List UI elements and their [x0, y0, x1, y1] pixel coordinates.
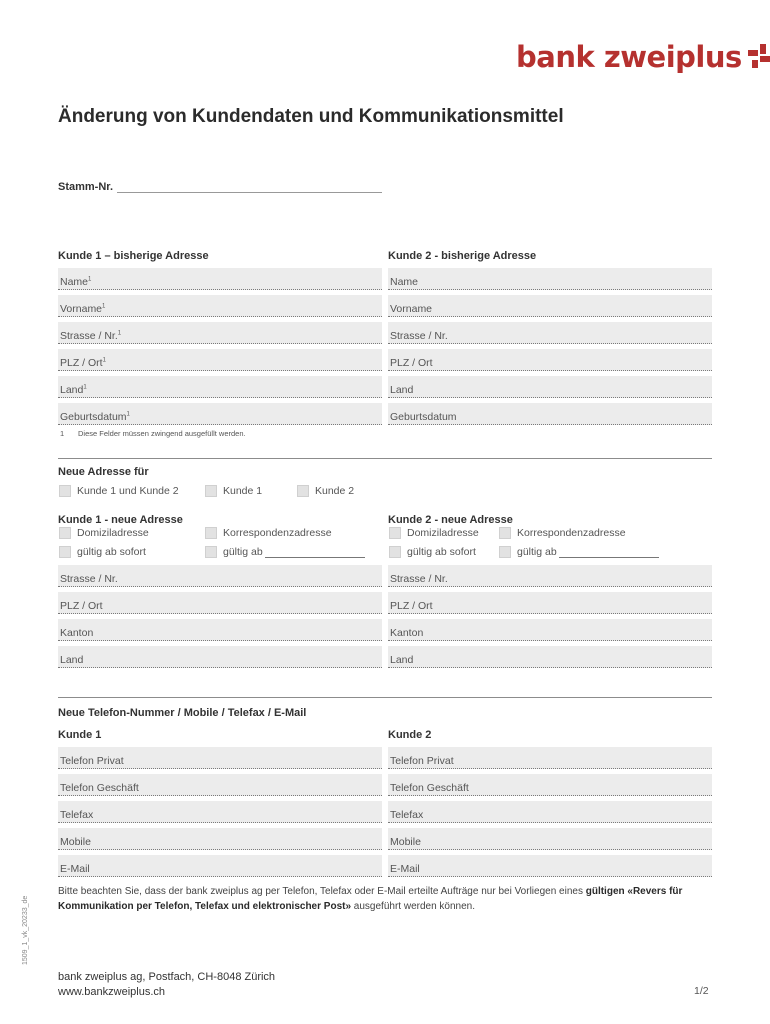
- form-field[interactable]: [58, 801, 382, 823]
- field-label: Geburtsdatum: [60, 411, 127, 423]
- form-field[interactable]: [58, 295, 382, 317]
- form-field[interactable]: [58, 322, 382, 344]
- form-field[interactable]: [58, 619, 382, 641]
- field-label: Land: [390, 384, 414, 396]
- field-label: Land: [60, 654, 84, 666]
- checkbox-label: Korrespondenzadresse: [223, 527, 332, 539]
- checkbox-kunde1[interactable]: [205, 485, 262, 497]
- footer-website[interactable]: www.bankzweiplus.ch: [58, 986, 165, 998]
- checkbox-label: gültig ab: [517, 546, 557, 558]
- checkbox-label: Domiziladresse: [77, 527, 149, 539]
- field-label: Strasse / Nr.: [390, 330, 448, 342]
- form-field[interactable]: [58, 349, 382, 371]
- checkbox-label: Domiziladresse: [407, 527, 479, 539]
- form-field[interactable]: [58, 855, 382, 877]
- form-field[interactable]: [388, 349, 712, 371]
- field-label: Geburtsdatum: [390, 411, 457, 423]
- form-field[interactable]: [58, 646, 382, 668]
- field-label: PLZ / Ort: [390, 600, 433, 612]
- checkbox-label: Kunde 2: [315, 485, 355, 497]
- field-label: Kanton: [390, 627, 424, 639]
- notice-bold: gültigen «Revers für Kommunikation per Telefon, Telefax und elektronischer Post»: [58, 886, 683, 912]
- notice-part2: ausgeführt werden können.: [351, 901, 476, 912]
- checkbox-label: Kunde 1 und Kunde 2: [77, 485, 179, 497]
- checkbox-k1-sofort[interactable]: [59, 546, 146, 558]
- notice-part1: Bitte beachten Sie, dass der bank zweiplus ag per Telefon, Telefax oder E-Mail erteilte Aufträge nur bei Vorliegen eines: [58, 886, 586, 897]
- kunde1-new-heading: Kunde 1 - neue Adresse: [58, 514, 183, 526]
- logo-plus-icon: [748, 46, 770, 68]
- checkbox-k2-ab[interactable]: [499, 546, 659, 558]
- field-label: Telefax: [60, 809, 94, 821]
- form-field[interactable]: [388, 646, 712, 668]
- checkbox-kunde1-und-2[interactable]: [59, 485, 179, 497]
- field-label: Vorname: [60, 303, 103, 315]
- form-field[interactable]: [58, 747, 382, 769]
- form-field[interactable]: [388, 855, 712, 877]
- form-field[interactable]: [388, 403, 712, 425]
- field-label: Land: [390, 654, 414, 666]
- required-marker: 1: [126, 411, 130, 418]
- kunde2-new-heading: Kunde 2 - neue Adresse: [388, 514, 513, 526]
- required-marker: 1: [83, 384, 87, 391]
- field-label: E-Mail: [60, 863, 90, 875]
- form-field[interactable]: [58, 592, 382, 614]
- revers-notice: [58, 884, 714, 914]
- required-marker: 1: [102, 303, 106, 310]
- form-field[interactable]: [388, 619, 712, 641]
- checkbox-k1-ab[interactable]: [205, 546, 365, 558]
- form-field[interactable]: [388, 828, 712, 850]
- checkbox-label: gültig ab sofort: [407, 546, 476, 558]
- checkbox-label: gültig ab: [223, 546, 263, 558]
- field-label: Mobile: [60, 836, 91, 848]
- stamm-input-line[interactable]: [117, 192, 382, 193]
- required-marker: 1: [88, 276, 92, 283]
- comm-kunde1-heading: Kunde 1: [58, 729, 102, 741]
- checkbox-k1-domizil[interactable]: [59, 527, 149, 539]
- field-label: Strasse / Nr.: [60, 330, 118, 342]
- field-label: PLZ / Ort: [60, 600, 103, 612]
- field-label: Kanton: [60, 627, 94, 639]
- form-field[interactable]: [58, 403, 382, 425]
- bank-logo: [516, 40, 770, 74]
- checkbox-label: Kunde 1: [223, 485, 263, 497]
- kunde2-old-heading: Kunde 2 - bisherige Adresse: [388, 250, 537, 262]
- kunde1-old-heading: Kunde 1 – bisherige Adresse: [58, 250, 209, 262]
- field-label: Telefon Privat: [60, 755, 124, 767]
- required-marker: 1: [102, 357, 106, 364]
- date-line[interactable]: [265, 547, 365, 558]
- form-field[interactable]: [388, 565, 712, 587]
- comm-heading: Neue Telefon-Nummer / Mobile / Telefax / E-Mail: [58, 707, 307, 719]
- page-title: Änderung von Kundendaten und Kommunikationsmittel: [58, 106, 564, 127]
- stamm-label: Stamm-Nr.: [58, 181, 114, 193]
- form-field[interactable]: [388, 295, 712, 317]
- logo-text: bank zweiplus: [516, 40, 742, 74]
- comm-kunde2-heading: Kunde 2: [388, 729, 432, 741]
- form-field[interactable]: [388, 376, 712, 398]
- divider: [58, 458, 712, 459]
- field-label: Name: [60, 276, 89, 288]
- field-label: Strasse / Nr.: [60, 573, 118, 585]
- footnote-text: Diese Felder müssen zwingend ausgefüllt werden.: [78, 429, 246, 438]
- form-field[interactable]: [388, 774, 712, 796]
- footer-address: bank zweiplus ag, Postfach, CH-8048 Zürich: [58, 971, 276, 983]
- checkbox-k2-sofort[interactable]: [389, 546, 476, 558]
- checkbox-kunde2[interactable]: [297, 485, 354, 497]
- checkbox-k2-domizil[interactable]: [389, 527, 479, 539]
- field-label: Telefon Geschäft: [390, 782, 469, 794]
- divider: [58, 697, 712, 698]
- form-field[interactable]: [58, 565, 382, 587]
- form-field[interactable]: [388, 322, 712, 344]
- field-label: Land: [60, 384, 84, 396]
- required-marker: 1: [117, 330, 122, 337]
- date-line[interactable]: [559, 547, 659, 558]
- form-field[interactable]: [58, 376, 382, 398]
- footer: [58, 970, 275, 1000]
- field-label: Telefax: [390, 809, 424, 821]
- field-label: Telefon Privat: [390, 755, 454, 767]
- page-number: 1/2: [694, 985, 709, 997]
- checkbox-k1-korrespondenz[interactable]: [205, 527, 332, 539]
- field-label: E-Mail: [390, 863, 420, 875]
- form-field[interactable]: [58, 268, 382, 290]
- checkbox-label: gültig ab sofort: [77, 546, 146, 558]
- field-label: Strasse / Nr.: [390, 573, 448, 585]
- new-address-heading: Neue Adresse für: [58, 466, 149, 478]
- field-label: Mobile: [390, 836, 421, 848]
- checkbox-label: Korrespondenzadresse: [517, 527, 626, 539]
- field-label: Vorname: [390, 303, 433, 315]
- field-label: PLZ / Ort: [60, 357, 103, 369]
- form-field[interactable]: [388, 801, 712, 823]
- form-field[interactable]: [388, 747, 712, 769]
- field-label: Telefon Geschäft: [60, 782, 139, 794]
- form-field[interactable]: [388, 592, 712, 614]
- checkbox-k2-korrespondenz[interactable]: [499, 527, 626, 539]
- field-label: Name: [390, 276, 419, 288]
- footnote-number: 1: [60, 429, 65, 438]
- form-field[interactable]: [58, 774, 382, 796]
- form-field[interactable]: [388, 268, 712, 290]
- form-field[interactable]: [58, 828, 382, 850]
- field-label: PLZ / Ort: [390, 357, 433, 369]
- document-code: 1509_1_vk_20233_de: [22, 895, 29, 965]
